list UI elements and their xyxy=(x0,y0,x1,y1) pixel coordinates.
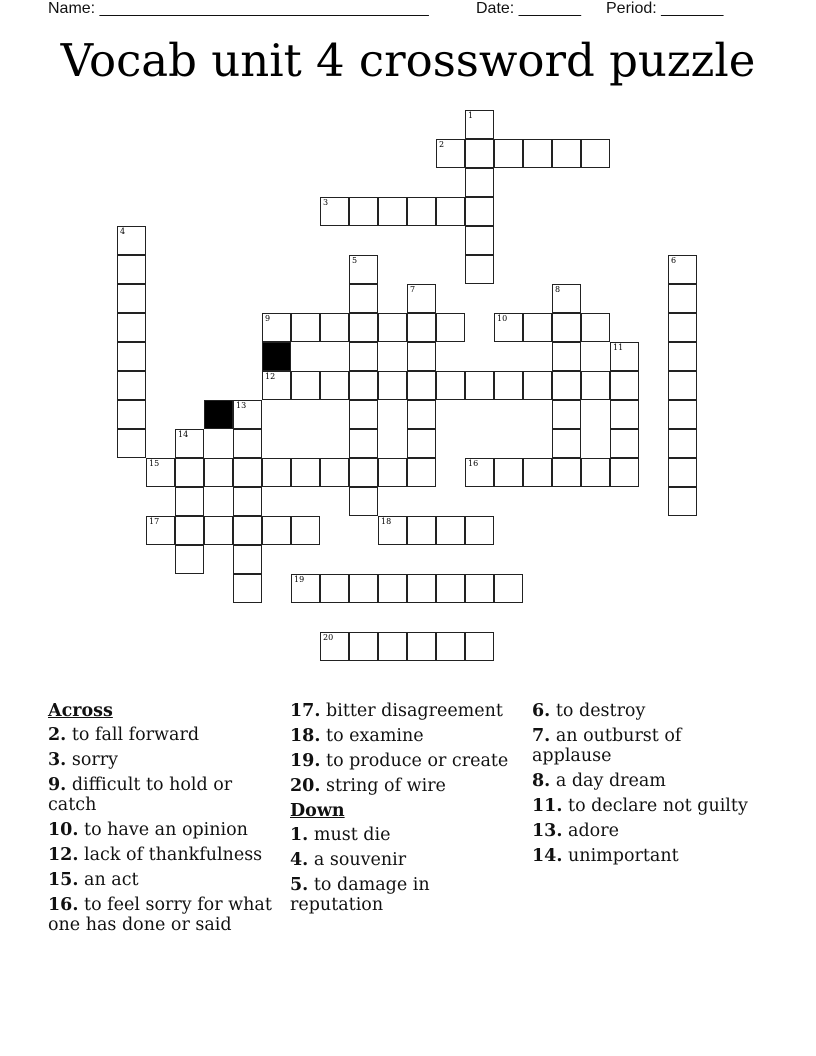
clue-number: 4 xyxy=(120,227,126,236)
grid-cell[interactable] xyxy=(117,255,146,284)
across-heading: Across xyxy=(48,701,113,721)
grid-cell[interactable] xyxy=(552,371,581,400)
grid-cell[interactable] xyxy=(378,197,407,226)
grid-cell[interactable] xyxy=(117,429,146,458)
clue-across-19: 19. to produce or create xyxy=(290,751,509,771)
grid-cell[interactable] xyxy=(552,400,581,429)
grid-cell[interactable] xyxy=(117,284,146,313)
grid-cell[interactable] xyxy=(494,313,523,342)
grid-cell[interactable] xyxy=(349,284,378,313)
grid-cell[interactable] xyxy=(523,313,552,342)
grid-cell[interactable] xyxy=(233,574,262,603)
clue-number: 8 xyxy=(555,285,561,294)
grid-cell[interactable] xyxy=(465,255,494,284)
grid-cell[interactable] xyxy=(291,574,320,603)
grid-cell[interactable] xyxy=(262,516,291,545)
grid-cell[interactable] xyxy=(378,313,407,342)
grid-block xyxy=(262,342,291,371)
grid-cell[interactable] xyxy=(465,139,494,168)
period-field[interactable]: Period: _______ xyxy=(606,0,724,17)
grid-cell[interactable] xyxy=(436,197,465,226)
grid-cell[interactable] xyxy=(436,139,465,168)
grid-cell[interactable] xyxy=(407,632,436,661)
grid-cell[interactable] xyxy=(610,429,639,458)
grid-cell[interactable] xyxy=(320,197,349,226)
clue-down-11: 11. to declare not guilty xyxy=(532,796,748,816)
grid-cell[interactable] xyxy=(581,139,610,168)
clue-column-2 xyxy=(290,701,520,920)
grid-cell[interactable] xyxy=(436,313,465,342)
clue-number: 10 xyxy=(497,314,508,323)
grid-cell[interactable] xyxy=(175,458,204,487)
grid-cell[interactable] xyxy=(610,342,639,371)
clue-across-10: 10. to have an opinion xyxy=(48,820,248,840)
grid-cell[interactable] xyxy=(233,516,262,545)
clue-number: 13 xyxy=(236,401,247,410)
grid-cell[interactable] xyxy=(175,429,204,458)
clue-number: 16 xyxy=(468,459,479,468)
page-title: Vocab unit 4 crossword puzzle xyxy=(60,34,756,87)
grid-cell[interactable] xyxy=(378,574,407,603)
name-field[interactable]: Name: _____________________________________ xyxy=(48,0,429,17)
grid-cell[interactable] xyxy=(668,313,697,342)
grid-cell[interactable] xyxy=(291,371,320,400)
clue-down-13: 13. adore xyxy=(532,821,619,841)
clue-number: 17 xyxy=(149,517,160,526)
grid-cell[interactable] xyxy=(117,400,146,429)
clue-across-3: 3. sorry xyxy=(48,750,118,770)
clue-column-1 xyxy=(48,701,278,940)
grid-cell[interactable] xyxy=(146,458,175,487)
grid-cell[interactable] xyxy=(523,139,552,168)
grid-block xyxy=(204,400,233,429)
grid-cell[interactable] xyxy=(233,545,262,574)
clue-number: 19 xyxy=(294,575,305,584)
grid-cell[interactable] xyxy=(552,342,581,371)
grid-cell[interactable] xyxy=(523,371,552,400)
clue-down-5: 5. to damage in reputation xyxy=(290,875,430,915)
grid-cell[interactable] xyxy=(378,458,407,487)
grid-cell[interactable] xyxy=(552,458,581,487)
clue-down-14: 14. unimportant xyxy=(532,846,679,866)
grid-cell[interactable] xyxy=(552,429,581,458)
grid-cell[interactable] xyxy=(407,313,436,342)
grid-cell[interactable] xyxy=(465,226,494,255)
grid-cell[interactable] xyxy=(494,574,523,603)
grid-cell[interactable] xyxy=(175,545,204,574)
grid-cell[interactable] xyxy=(146,516,175,545)
clue-down-4: 4. a souvenir xyxy=(290,850,407,870)
grid-cell[interactable] xyxy=(668,284,697,313)
grid-cell[interactable] xyxy=(465,110,494,139)
grid-cell[interactable] xyxy=(349,458,378,487)
clue-number: 5 xyxy=(352,256,358,265)
grid-cell[interactable] xyxy=(349,574,378,603)
grid-cell[interactable] xyxy=(349,342,378,371)
grid-cell[interactable] xyxy=(465,516,494,545)
grid-cell[interactable] xyxy=(436,371,465,400)
grid-cell[interactable] xyxy=(320,632,349,661)
clue-number: 20 xyxy=(323,633,334,642)
clue-number: 12 xyxy=(265,372,276,381)
grid-cell[interactable] xyxy=(436,574,465,603)
down-heading: Down xyxy=(290,801,345,821)
grid-cell[interactable] xyxy=(407,342,436,371)
grid-cell[interactable] xyxy=(523,458,552,487)
grid-cell[interactable] xyxy=(465,168,494,197)
clue-across-9: 9. difficult to hold or catch xyxy=(48,775,233,815)
grid-cell[interactable] xyxy=(407,429,436,458)
grid-cell[interactable] xyxy=(349,313,378,342)
grid-cell[interactable] xyxy=(407,197,436,226)
grid-cell[interactable] xyxy=(378,516,407,545)
clue-number: 9 xyxy=(265,314,271,323)
grid-cell[interactable] xyxy=(117,342,146,371)
clue-down-6: 6. to destroy xyxy=(532,701,646,721)
grid-cell[interactable] xyxy=(465,371,494,400)
clue-across-18: 18. to examine xyxy=(290,726,424,746)
grid-cell[interactable] xyxy=(407,371,436,400)
grid-cell[interactable] xyxy=(291,313,320,342)
grid-cell[interactable] xyxy=(581,458,610,487)
grid-cell[interactable] xyxy=(262,371,291,400)
grid-cell[interactable] xyxy=(668,487,697,516)
clue-across-15: 15. an act xyxy=(48,870,139,890)
grid-cell[interactable] xyxy=(233,429,262,458)
grid-cell[interactable] xyxy=(291,516,320,545)
grid-cell[interactable] xyxy=(233,458,262,487)
grid-cell[interactable] xyxy=(320,313,349,342)
grid-cell[interactable] xyxy=(175,487,204,516)
grid-cell[interactable] xyxy=(407,284,436,313)
clue-across-20: 20. string of wire xyxy=(290,776,446,796)
grid-cell[interactable] xyxy=(610,400,639,429)
grid-cell[interactable] xyxy=(349,487,378,516)
clue-number: 14 xyxy=(178,430,189,439)
clue-number: 2 xyxy=(439,140,445,149)
grid-cell[interactable] xyxy=(581,371,610,400)
grid-cell[interactable] xyxy=(204,458,233,487)
grid-cell[interactable] xyxy=(465,574,494,603)
grid-cell[interactable] xyxy=(349,197,378,226)
grid-cell[interactable] xyxy=(117,226,146,255)
grid-cell[interactable] xyxy=(407,400,436,429)
clue-down-1: 1. must die xyxy=(290,825,391,845)
grid-cell[interactable] xyxy=(233,487,262,516)
grid-cell[interactable] xyxy=(349,400,378,429)
clue-across-2: 2. to fall forward xyxy=(48,725,200,745)
clue-column-3 xyxy=(532,701,762,871)
grid-cell[interactable] xyxy=(349,255,378,284)
grid-cell[interactable] xyxy=(552,139,581,168)
clue-down-7: 7. an outburst of applause xyxy=(532,726,682,766)
grid-cell[interactable] xyxy=(552,313,581,342)
clue-number: 18 xyxy=(381,517,392,526)
grid-cell[interactable] xyxy=(552,284,581,313)
clue-number: 3 xyxy=(323,198,329,207)
grid-cell[interactable] xyxy=(436,632,465,661)
grid-cell[interactable] xyxy=(349,371,378,400)
grid-cell[interactable] xyxy=(320,458,349,487)
grid-cell[interactable] xyxy=(262,313,291,342)
grid-cell[interactable] xyxy=(668,429,697,458)
grid-cell[interactable] xyxy=(668,342,697,371)
grid-cell[interactable] xyxy=(117,371,146,400)
grid-cell[interactable] xyxy=(262,458,291,487)
date-field[interactable]: Date: _______ xyxy=(476,0,581,17)
grid-cell[interactable] xyxy=(349,632,378,661)
grid-cell[interactable] xyxy=(407,574,436,603)
grid-cell[interactable] xyxy=(668,371,697,400)
grid-cell[interactable] xyxy=(291,458,320,487)
grid-cell[interactable] xyxy=(668,255,697,284)
grid-cell[interactable] xyxy=(175,516,204,545)
clue-number: 1 xyxy=(468,111,474,120)
grid-cell[interactable] xyxy=(494,371,523,400)
clue-down-8: 8. a day dream xyxy=(532,771,666,791)
grid-cell[interactable] xyxy=(668,400,697,429)
grid-cell[interactable] xyxy=(436,516,465,545)
grid-cell[interactable] xyxy=(581,313,610,342)
grid-cell[interactable] xyxy=(320,371,349,400)
clue-across-12: 12. lack of thankfulness xyxy=(48,845,263,865)
grid-cell[interactable] xyxy=(378,371,407,400)
grid-cell[interactable] xyxy=(378,632,407,661)
grid-cell[interactable] xyxy=(204,516,233,545)
grid-cell[interactable] xyxy=(117,313,146,342)
clue-across-17: 17. bitter disagreement xyxy=(290,701,503,721)
grid-cell[interactable] xyxy=(494,139,523,168)
grid-cell[interactable] xyxy=(320,574,349,603)
grid-cell[interactable] xyxy=(407,458,436,487)
grid-cell[interactable] xyxy=(668,458,697,487)
grid-cell[interactable] xyxy=(465,197,494,226)
clue-number: 7 xyxy=(410,285,416,294)
grid-cell[interactable] xyxy=(494,458,523,487)
grid-cell[interactable] xyxy=(610,458,639,487)
clue-number: 6 xyxy=(671,256,677,265)
grid-cell[interactable] xyxy=(610,371,639,400)
grid-cell[interactable] xyxy=(233,400,262,429)
grid-cell[interactable] xyxy=(407,516,436,545)
grid-cell[interactable] xyxy=(349,429,378,458)
student-info-header xyxy=(48,0,788,20)
clue-across-16: 16. to feel sorry for what one has done or said xyxy=(48,895,272,935)
clue-number: 11 xyxy=(613,343,624,352)
grid-cell[interactable] xyxy=(465,458,494,487)
clue-number: 15 xyxy=(149,459,160,468)
grid-cell[interactable] xyxy=(465,632,494,661)
